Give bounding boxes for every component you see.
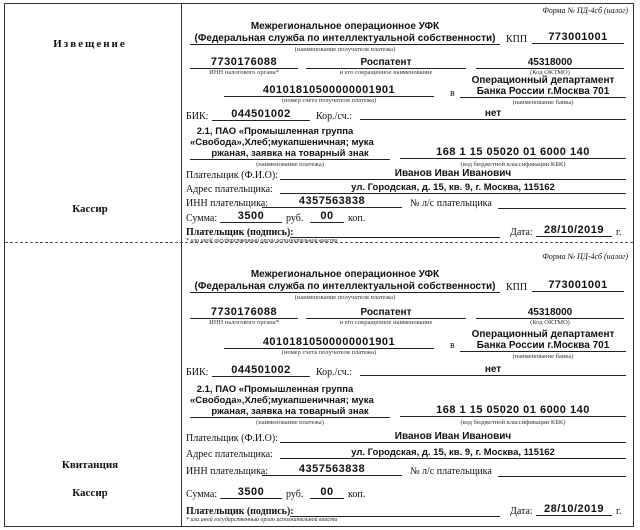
recipient-name-line2: (Федеральная служба по интеллектуальной собственности) — [190, 33, 500, 45]
recipient-caption: (наименование получателя платежа) — [294, 46, 396, 53]
purpose-line3: ржаная, заявка на товарный знак — [190, 148, 390, 160]
year-suffix: г. — [616, 506, 622, 517]
rub-label: руб. — [286, 489, 304, 500]
oktmo-value: 45318000 — [476, 57, 624, 69]
purpose-line1: 2.1, ПАО «Промышленная группа — [196, 384, 354, 395]
cashier-label-bottom: Кассир — [72, 487, 108, 499]
account-caption: (номер счета получателя платежа) — [281, 349, 377, 356]
payer-inn-value: 4357563838 — [262, 463, 402, 476]
recipient-inn-value: 7730176088 — [190, 56, 298, 69]
rub-value: 3500 — [220, 210, 282, 223]
oktmo-caption: (Код ОКТМО) — [530, 319, 570, 326]
payer-inn-label: ИНН плательщика: — [186, 466, 269, 477]
purpose-line3: ржаная, заявка на товарный знак — [190, 406, 390, 418]
kop-label: коп. — [348, 213, 366, 224]
bank-line2: Банка России г.Москва 701 — [460, 340, 626, 352]
form-number-top: Форма № ПД-4сб (налог) — [542, 6, 628, 15]
bank-line2: Банка России г.Москва 701 — [460, 86, 626, 98]
payer-label: Плательщик (Ф.И.О): — [186, 170, 278, 181]
address-value: ул. Городская, д. 15, кв. 9, г. Москва, 115162 — [280, 447, 626, 459]
date-value: 28/10/2019 — [536, 503, 612, 516]
address-label: Адрес плательщика: — [186, 184, 273, 195]
corr-label: Кор./сч.: — [316, 111, 352, 122]
bank-line1: Операционный департамент — [471, 329, 615, 340]
payer-inn-value: 4357563838 — [262, 195, 402, 208]
recipient-inn-value: 7730176088 — [190, 306, 298, 319]
receipt-label: Квитанция — [61, 459, 119, 471]
in-label: в — [450, 340, 455, 351]
date-label: Дата: — [510, 227, 533, 238]
account-value: 40101810500000001901 — [224, 84, 434, 97]
bank-line1: Операционный департамент — [471, 75, 615, 86]
purpose-line1: 2.1, ПАО «Промышленная группа — [196, 126, 354, 137]
bik-value: 044501002 — [212, 364, 310, 377]
purpose-line2: «Свобода»,Хлеб;мукапшеничная; мука — [190, 137, 374, 148]
kbk-caption: (код бюджетной классификации КБК) — [460, 161, 566, 168]
bik-label: БИК: — [186, 367, 209, 378]
payer-value: Иванов Иван Иванович — [280, 431, 626, 443]
sum-label: Сумма: — [186, 213, 218, 224]
kpp-label: КПП — [506, 34, 528, 45]
oktmo-value: 45318000 — [476, 307, 624, 319]
recipient-name-line1: Межрегиональное операционное УФК — [250, 21, 440, 32]
sum-label: Сумма: — [186, 489, 218, 500]
footnote-top: * или иной государственный орган исполнительной власти — [186, 238, 338, 244]
purpose-caption: (наименование платежа) — [256, 161, 324, 168]
kpp-value: 773001001 — [532, 279, 624, 292]
date-label: Дата: — [510, 506, 533, 517]
date-value: 28/10/2019 — [536, 224, 612, 237]
kpp-value: 773001001 — [532, 31, 624, 44]
short-name-value: Роспатент — [306, 307, 466, 319]
payer-inn-label: ИНН плательщика: — [186, 198, 269, 209]
cashier-label-top: Кассир — [72, 203, 108, 215]
recipient-name-line2: (Федеральная служба по интеллектуальной собственности) — [190, 281, 500, 293]
oktmo-caption: (Код ОКТМО) — [530, 69, 570, 76]
kbk-value: 168 1 15 05020 01 6000 140 — [400, 146, 626, 159]
short-name-value: Роспатент — [306, 57, 466, 69]
form-number-bottom: Форма № ПД-4сб (налог) — [542, 252, 628, 261]
personal-account-field — [498, 465, 626, 477]
corr-value: нет — [360, 364, 626, 376]
purpose-caption: (наименование платежа) — [256, 419, 324, 426]
account-value: 40101810500000001901 — [224, 336, 434, 349]
personal-account-label: № л/с плательщика — [410, 466, 492, 477]
vertical-divider — [181, 4, 182, 526]
signature-field — [290, 505, 500, 517]
in-label: в — [450, 88, 455, 99]
rub-label: руб. — [286, 213, 304, 224]
bik-value: 044501002 — [212, 108, 310, 121]
short-name-caption: и его сокращенное наименование — [339, 69, 433, 76]
kop-label: коп. — [348, 489, 366, 500]
kop-value: 00 — [310, 486, 344, 499]
address-value: ул. Городская, д. 15, кв. 9, г. Москва, 115162 — [280, 182, 626, 194]
corr-label: Кор./сч.: — [316, 367, 352, 378]
signature-field — [290, 226, 500, 238]
notice-label: Извещение — [53, 38, 127, 50]
signature-label: Плательщик (подпись): — [186, 227, 294, 238]
personal-account-label: № л/с плательщика — [410, 198, 492, 209]
bank-caption: (наименование банка) — [512, 353, 574, 360]
payer-value: Иванов Иван Иванович — [280, 168, 626, 180]
recipient-name-line1: Межрегиональное операционное УФК — [250, 269, 440, 280]
inn-caption: ИНН налогового органа* — [209, 69, 279, 76]
bank-caption: (наименование банка) — [512, 99, 574, 106]
account-caption: (номер счета получателя платежа) — [281, 97, 377, 104]
footnote-bottom: * или иной государственный орган исполнительной власти — [186, 517, 338, 523]
signature-label: Плательщик (подпись): — [186, 506, 294, 517]
personal-account-field — [498, 197, 626, 209]
kbk-value: 168 1 15 05020 01 6000 140 — [400, 404, 626, 417]
short-name-caption: и его сокращенное наименование — [339, 319, 433, 326]
kpp-label: КПП — [506, 282, 528, 293]
rub-value: 3500 — [220, 486, 282, 499]
recipient-caption: (наименование получателя платежа) — [294, 294, 396, 301]
kop-value: 00 — [310, 210, 344, 223]
payer-label: Плательщик (Ф.И.О): — [186, 433, 278, 444]
purpose-line2: «Свобода»,Хлеб;мукапшеничная; мука — [190, 395, 374, 406]
corr-value: нет — [360, 108, 626, 120]
bik-label: БИК: — [186, 111, 209, 122]
kbk-caption: (код бюджетной классификации КБК) — [460, 419, 566, 426]
year-suffix: г. — [616, 227, 622, 238]
address-label: Адрес плательщика: — [186, 449, 273, 460]
inn-caption: ИНН налогового органа* — [209, 319, 279, 326]
